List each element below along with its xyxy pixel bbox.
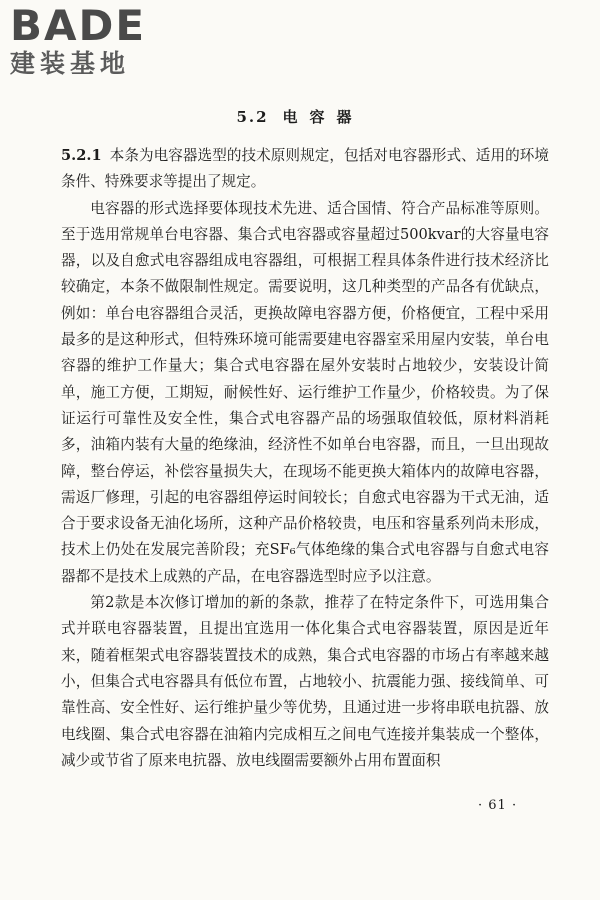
page-number: · 61 ·	[478, 798, 518, 813]
section-title: 电容器	[282, 108, 364, 126]
paragraph-text: 本条为电容器选型的技术原则规定，包括对电容器形式、适用的环境条件、特殊要求等提出了规定。	[61, 147, 549, 191]
logo-wordmark: BADE	[10, 1, 147, 50]
paragraph: 电容器的形式选择要体现技术先进、适合国情、符合产品标准等原则。至于选用常规单台电容器、集合式电容器或容量超过500kvar的大容量电容器，以及自愈式电容器组成电容器组，可根据工程具体条件进行技术经济比较确定，本条不做限制性规定。需要说明，这几种类型的产品各有优缺点，例如：单台电容器组合灵活，更换故障电容器方便，价格便宜，工程中采用最多的是这种形式，但特殊环境可能需要建电容器室采用屋内安装，单台电容器的维护工作量大；集合式电容器在屋外安装时占地较少，安装设计简单，施工方便，工期短，耐候性好、运行维护工作量少，价格较贵。为了保证运行可靠性及安全性，集合式电容器产品的场强取值较低，原材料消耗多，油箱内装有大量的绝缘油，经济性不如单台电容器，而且，一旦出现故障，整台停运，补偿容量损失大，在现场不能更换大箱体内的故障电容器，需返厂修理，引起的电容器组停运时间较长；自愈式电容器为干式无油，适合于要求设备无油化场所，这种产品价格较贵，电压和容量系列尚未形成，技术上仍处在发展完善阶段；充SF₆气体绝缘的集合式电容器与自愈式电容器都不是技术上成熟的产品，在电容器选型时应予以注意。	[61, 199, 549, 585]
logo	[10, 1, 147, 80]
clause-number: 5.2.1	[61, 147, 102, 164]
paragraph	[61, 143, 549, 196]
body-text	[61, 143, 549, 774]
section-number: 5.2	[236, 108, 269, 126]
paragraph: 第2款是本次修订增加的新的条款，推荐了在特定条件下，可选用集合式并联电容器装置，且提出宜选用一体化集合式电容器装置，原因是近年来，随着框架式电容器装置技术的成熟，集合式电容器的市场占有率越来越小，但集合式电容器具有低位布置，占地较小、抗震能力强、接线简单、可靠性高、安全性好、运行维护量少等优势，且通过进一步将串联电抗器、放电线圈、集合式电容器在油箱内完成相互之间电气连接并集装成一个整体，减少或节省了原来电抗器、放电线圈需要额外占用布置面积	[61, 594, 549, 769]
section-heading	[0, 106, 600, 127]
logo-subtitle: 建装基地	[10, 49, 131, 78]
